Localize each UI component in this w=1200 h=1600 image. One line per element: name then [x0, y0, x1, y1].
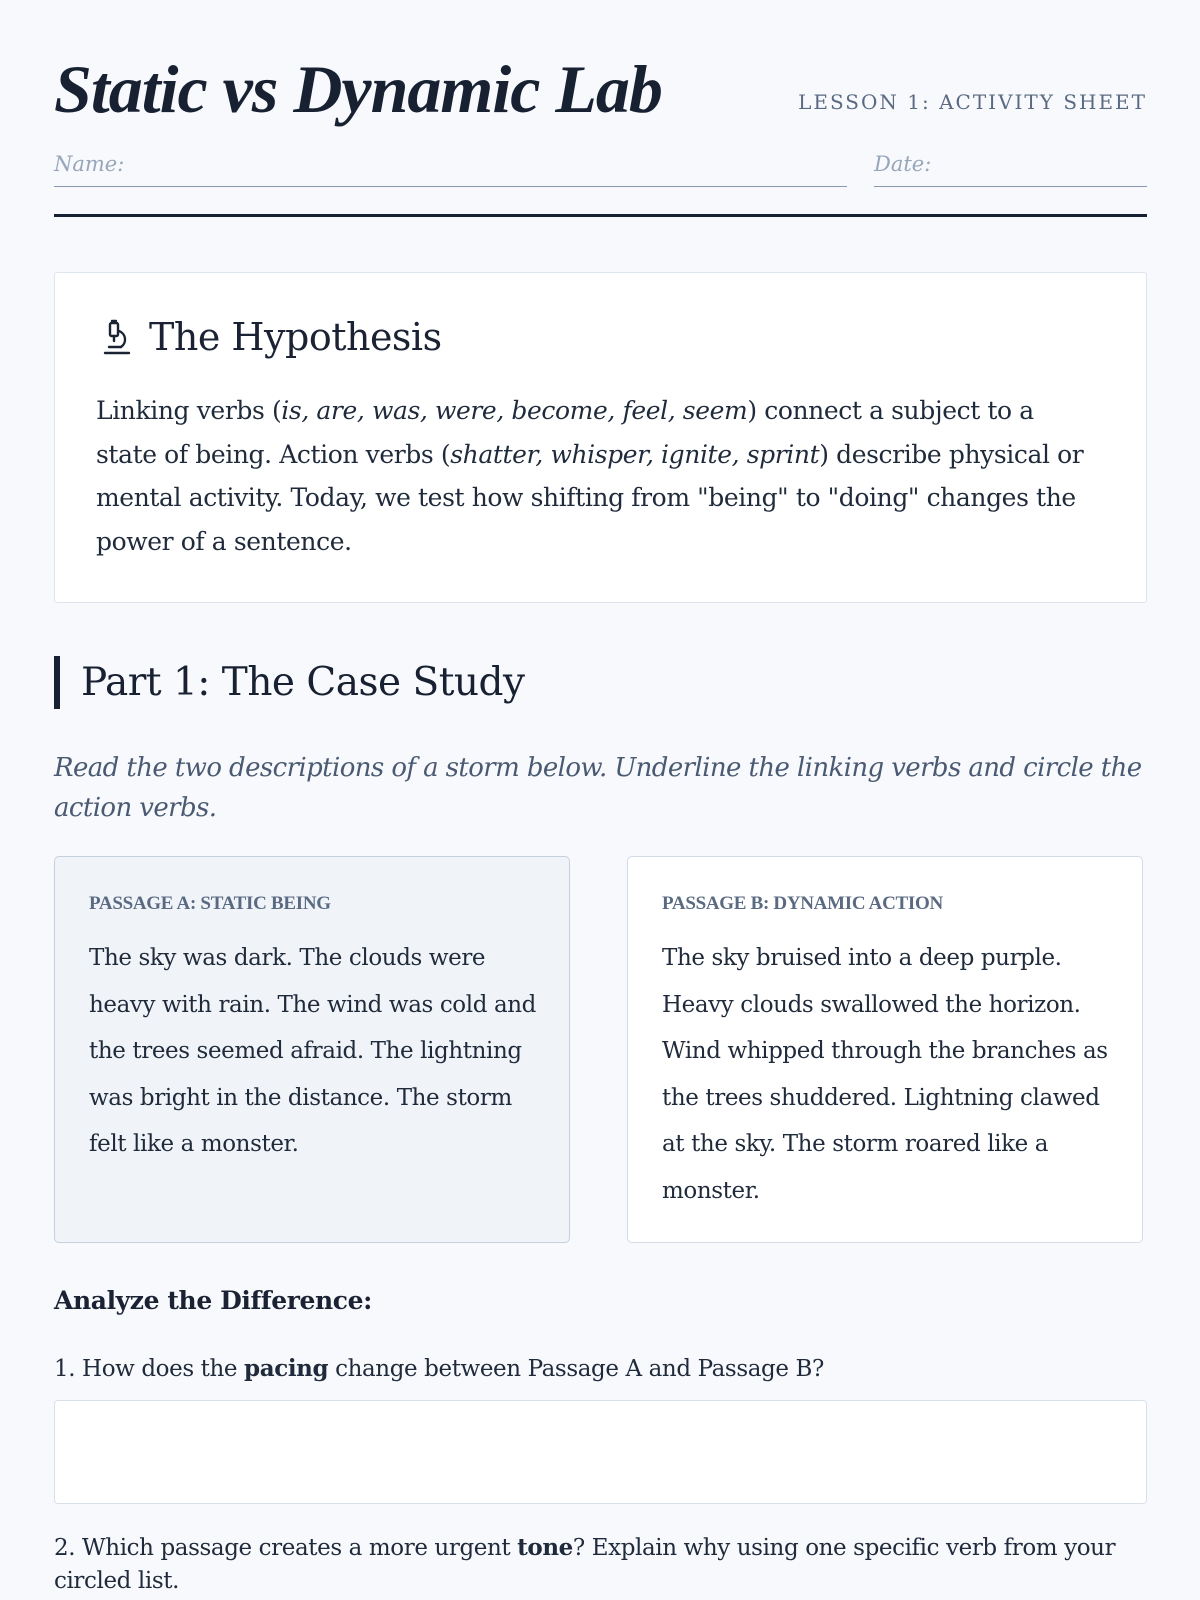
analyze-q2-segment: tone — [517, 1534, 573, 1561]
passage-b-card — [627, 856, 1143, 1243]
question-2 — [54, 1531, 1147, 1598]
lesson-label: LESSON 1: ACTIVITY SHEET — [798, 90, 1147, 114]
hypothesis-body-segment: ) describe physical or mental activity. Today, we test how shifting from "being" to "doing" changes the power of a sentence. — [96, 439, 1084, 556]
analyze-q1-segment: 1. How does the — [54, 1356, 245, 1382]
microscope-icon — [97, 317, 137, 357]
header-divider — [54, 214, 1147, 217]
date-field[interactable] — [874, 144, 1147, 187]
hypothesis-title: The Hypothesis — [149, 315, 442, 359]
passage-a-label: PASSAGE A: STATIC BEING — [89, 893, 331, 914]
analyze-q1-segment: pacing — [244, 1355, 329, 1382]
question-1 — [54, 1352, 1147, 1386]
analyze-q2-segment: ? Explain why using one specific verb from your circled list. — [54, 1535, 1116, 1594]
passage-b-label: PASSAGE B: DYNAMIC ACTION — [662, 893, 943, 914]
passage-b-text: The sky bruised into a deep purple. Heavy clouds swallowed the horizon. Wind whipped through the branches as the trees shuddered. Lightning clawed at the sky. The storm roared like a monster. — [662, 945, 1108, 1204]
hypothesis-heading — [97, 315, 442, 359]
passage-a-card — [54, 856, 570, 1243]
hypothesis-body-segment: is, are, was, were, become, feel, seem — [281, 396, 748, 425]
part1-title: Part 1: The Case Study — [81, 660, 525, 705]
hypothesis-card — [54, 272, 1147, 603]
page-title: Static vs Dynamic Lab — [54, 51, 662, 127]
hypothesis-body — [96, 389, 1096, 563]
name-label: Name: — [54, 152, 125, 176]
section-accent-bar — [54, 656, 60, 709]
analyze-q2-segment: 2. Which passage creates a more urgent — [54, 1535, 518, 1561]
hypothesis-body-segment: ) connect a subject to a state of being. Action verbs ( — [96, 396, 1034, 469]
date-label: Date: — [874, 152, 932, 176]
answer-box-1[interactable] — [54, 1400, 1147, 1504]
hypothesis-body-segment: Linking verbs ( — [96, 396, 282, 425]
activity-sheet — [54, 0, 1147, 1600]
analyze-heading: Analyze the Difference: — [54, 1286, 372, 1315]
hypothesis-body-segment: shatter, whisper, ignite, sprint — [450, 439, 820, 469]
part1-instructions: Read the two descriptions of a storm below. Underline the linking verbs and circle the action verbs. — [54, 753, 1142, 823]
name-field[interactable] — [54, 144, 847, 187]
passage-a-text: The sky was dark. The clouds were heavy with rain. The wind was cold and the trees seemed afraid. The lightning was bright in the distance. The storm felt like a monster. — [89, 945, 536, 1157]
analyze-q1-segment: change between Passage A and Passage B? — [328, 1356, 824, 1382]
